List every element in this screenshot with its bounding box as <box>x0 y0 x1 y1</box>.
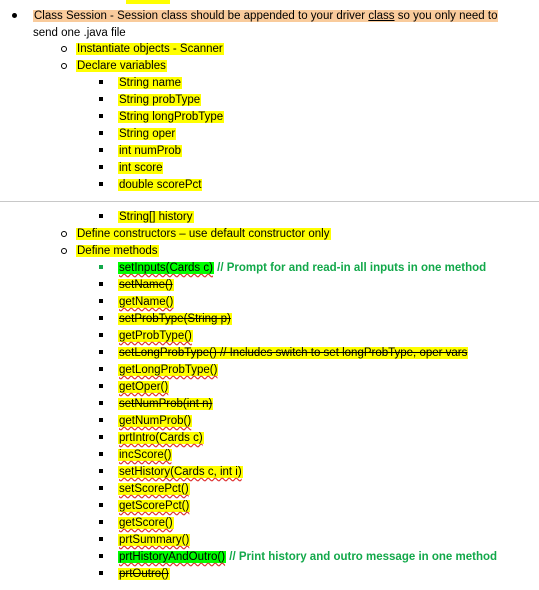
square-bullet-icon <box>99 350 103 354</box>
method-text: setProbType(String p) <box>119 313 231 325</box>
method-prtoutro <box>118 566 170 583</box>
circle-bullet-icon <box>61 231 67 237</box>
header-post: so you only need to <box>394 10 498 22</box>
var-text: String longProbType <box>119 111 224 123</box>
method-text: setName() <box>119 279 173 291</box>
square-bullet-icon <box>99 554 103 558</box>
method-incscore <box>118 447 172 464</box>
var-numprob <box>118 143 182 160</box>
method-getlongprobtype <box>118 362 218 379</box>
var-scorepct <box>118 177 202 194</box>
var-text: String[] history <box>119 211 193 223</box>
method-prthistoryandoutro <box>118 549 497 566</box>
method-getname <box>118 294 174 311</box>
method-setprobtype <box>118 311 232 328</box>
header-text <box>33 10 498 22</box>
method-text: setNumProb(int n) <box>119 398 213 410</box>
var-text: String probType <box>119 94 201 106</box>
square-bullet-icon <box>99 165 103 169</box>
square-bullet-icon <box>99 469 103 473</box>
method-text: prtOutro() <box>119 568 169 580</box>
var-name <box>118 75 182 92</box>
method-getscore <box>118 515 174 532</box>
method-text: setInputs(Cards c) <box>119 262 213 274</box>
header-line <box>33 8 498 25</box>
var-text: int numProb <box>119 145 182 157</box>
item-methods-text: Define methods <box>77 245 158 257</box>
method-text: setScorePct() <box>119 483 189 495</box>
square-bullet-icon <box>99 97 103 101</box>
highlight-fragment <box>126 0 170 4</box>
method-setinputs <box>118 260 486 277</box>
method-comment: // Prompt for and read-in all inputs in one method <box>217 262 487 274</box>
circle-bullet-icon <box>61 46 67 52</box>
item-instantiate <box>76 41 224 58</box>
var-text: double scorePct <box>119 179 202 191</box>
page-break-divider <box>0 201 539 202</box>
method-text: getProbType() <box>119 330 192 342</box>
method-strike-group <box>118 347 468 359</box>
var-text: int score <box>119 162 163 174</box>
method-setscorepct <box>118 481 190 498</box>
square-bullet-icon <box>99 182 103 186</box>
method-text: setHistory(Cards c, int i) <box>119 466 242 478</box>
square-bullet-icon <box>99 316 103 320</box>
item-constructors <box>76 226 331 243</box>
square-bullet-icon <box>99 299 103 303</box>
circle-bullet-icon <box>61 63 67 69</box>
header-line-2 <box>33 25 126 42</box>
header-pre: Class Session - Session class should be appended to your driver <box>34 10 369 22</box>
method-text: getOper() <box>119 381 169 393</box>
method-text: setLongProbType() <box>119 347 217 359</box>
item-declare <box>76 58 167 75</box>
var-score <box>118 160 163 177</box>
method-getprobtype <box>118 328 193 345</box>
method-setlongprobtype <box>118 345 468 362</box>
method-sethistory <box>118 464 243 481</box>
square-bullet-icon <box>99 418 103 422</box>
circle-bullet-icon <box>61 248 67 254</box>
method-setname <box>118 277 174 294</box>
square-bullet-icon <box>99 265 103 269</box>
var-text: String oper <box>119 128 176 140</box>
method-text: getName() <box>119 296 174 308</box>
method-text: getScorePct() <box>119 500 190 512</box>
method-text: prtHistoryAndOutro() <box>119 551 226 563</box>
square-bullet-icon <box>99 435 103 439</box>
square-bullet-icon <box>99 452 103 456</box>
square-bullet-icon <box>99 571 103 575</box>
square-bullet-icon <box>99 333 103 337</box>
method-text: prtSummary() <box>119 534 190 546</box>
method-setnumprob <box>118 396 213 413</box>
var-text: String name <box>119 77 182 89</box>
method-getscorepct <box>118 498 190 515</box>
square-bullet-icon <box>99 148 103 152</box>
item-instantiate-text: Instantiate objects - Scanner <box>77 43 223 55</box>
square-bullet-icon <box>99 503 103 507</box>
square-bullet-icon <box>99 131 103 135</box>
square-bullet-icon <box>99 384 103 388</box>
square-bullet-icon <box>99 486 103 490</box>
method-text: prtIntro(Cards c) <box>119 432 203 444</box>
method-getoper <box>118 379 169 396</box>
square-bullet-icon <box>99 367 103 371</box>
square-bullet-icon <box>99 520 103 524</box>
var-longprobtype <box>118 109 224 126</box>
var-oper <box>118 126 176 143</box>
method-text: getNumProb() <box>119 415 192 427</box>
bullet-icon <box>12 13 17 18</box>
square-bullet-icon <box>99 114 103 118</box>
square-bullet-icon <box>99 80 103 84</box>
square-bullet-icon <box>99 214 103 218</box>
var-probtype <box>118 92 201 109</box>
method-text: getScore() <box>119 517 173 529</box>
header-class-word: class <box>368 10 395 22</box>
square-bullet-icon <box>99 282 103 286</box>
square-bullet-icon <box>99 537 103 541</box>
method-text: getLongProbType() <box>119 364 218 376</box>
method-comment: // Print history and outro message in one method <box>229 551 498 563</box>
header-line2-text: send one .java file <box>33 27 126 39</box>
item-methods <box>76 243 159 260</box>
var-history <box>118 209 194 226</box>
method-prtsummary <box>118 532 190 549</box>
method-comment: // Includes switch to set longProbType, oper vars <box>220 347 468 359</box>
method-getnumprob <box>118 413 192 430</box>
square-bullet-icon <box>99 401 103 405</box>
item-constructors-text: Define constructors – use default constructor only <box>77 228 330 240</box>
method-text: incScore() <box>119 449 172 461</box>
method-prtintro <box>118 430 204 447</box>
item-declare-text: Declare variables <box>77 60 166 72</box>
